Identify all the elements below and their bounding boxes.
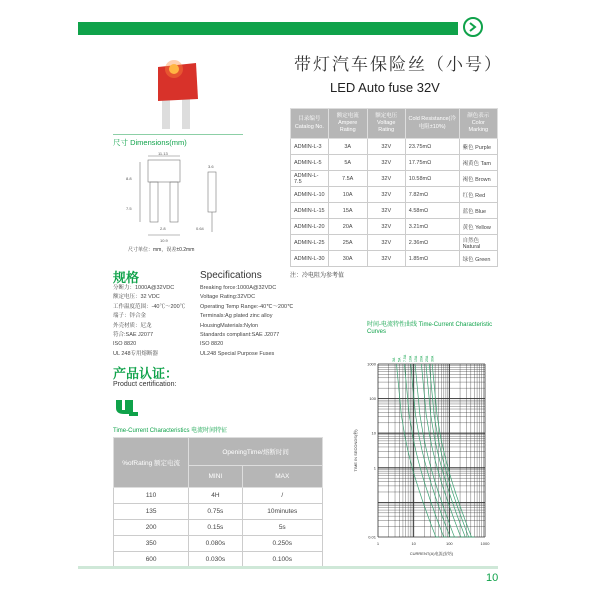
table-cell: 0.250s — [242, 536, 323, 552]
table-cell: ADMIN-L-30 — [291, 251, 329, 267]
catalog-table — [290, 108, 498, 267]
table-cell: ADMIN-L-25 — [291, 235, 329, 251]
table-cell: 7.5A — [328, 171, 367, 187]
spec-item: 外壳材质：尼龙 — [113, 322, 152, 329]
curve-label: 5A — [397, 357, 402, 362]
y-axis-label: TIME IN SECONDS(秒) — [353, 429, 358, 472]
dimension-drawing — [120, 150, 250, 245]
x-tick-label: 1000 — [480, 541, 490, 546]
specs-heading-en: Specifications — [200, 270, 262, 281]
col-header: MAX — [242, 466, 323, 488]
curve-label: 20A — [419, 355, 424, 362]
page-subtitle: LED Auto fuse 32V — [330, 80, 440, 95]
table-cell: 32V — [367, 139, 405, 155]
table-row — [114, 520, 323, 536]
table-cell: 30A — [328, 251, 367, 267]
col-header: 额定电流 Ampere Rating — [328, 109, 367, 139]
spec-item: UL 248专用熔断器 — [113, 350, 159, 357]
spec-item: Voltage Rating:32VDC — [200, 294, 256, 301]
y-tick-label: 100 — [369, 396, 376, 402]
table-note: 注：冷电阻为参考值 — [290, 273, 345, 279]
curve-label: 25A — [425, 355, 429, 362]
table-cell: ADMIN-L-20 — [291, 219, 329, 235]
curve-15A — [421, 364, 464, 537]
col-header: 额定电压 Voltage Rating — [367, 109, 405, 139]
x-tick-label: 10 — [411, 541, 416, 546]
x-axis-label: CURRENT(A)电流(安培) — [409, 551, 454, 556]
table-cell: 蓝色 Blue — [459, 203, 497, 219]
x-tick-label: 1 — [376, 541, 380, 546]
table-cell: 350 — [114, 536, 189, 552]
catalog-section — [290, 108, 498, 279]
spec-item: 符合:SAE J2077 — [113, 332, 154, 339]
table-cell: 32V — [367, 155, 405, 171]
table-cell: 褐色 Brown — [459, 171, 497, 187]
table-cell: 自然色Natural — [459, 235, 497, 251]
table-cell: 0.080s — [189, 536, 242, 552]
col-header: Cold Resistance(冷电阻±10%) — [405, 109, 459, 139]
table-cell: 15A — [328, 203, 367, 219]
table-row — [291, 251, 498, 267]
spec-item: Operating Temp Range:-40℃～200℃ — [200, 303, 294, 310]
table-cell: 135 — [114, 504, 189, 520]
dimensions-note: 尺寸单位：mm，误差±0.2mm — [128, 247, 195, 253]
page-number: 10 — [486, 572, 499, 584]
table-cell: 红色 Red — [459, 187, 497, 203]
dim-label: 0.64 — [196, 226, 204, 231]
dim-label: 3.6 — [208, 164, 214, 169]
table-row — [114, 504, 323, 520]
col-header: OpeningTime/熔断时间 — [189, 438, 323, 466]
table-cell: 600 — [114, 552, 189, 568]
time-current-heading: Time-Current Characteristics 电流时间特征 — [113, 428, 228, 434]
time-current-table — [113, 437, 323, 568]
curve-label: 15A — [414, 355, 418, 362]
table-cell: 0.15s — [189, 520, 242, 536]
table-cell: 10minutes — [242, 504, 323, 520]
spec-item: ISO 8820 — [113, 341, 137, 348]
table-row — [114, 488, 323, 504]
table-row — [291, 219, 498, 235]
table-cell: 0.030s — [189, 552, 242, 568]
table-cell: 褐黄色 Tam — [459, 155, 497, 171]
table-cell: 5s — [242, 520, 323, 536]
divider — [113, 134, 243, 135]
footer-line — [78, 566, 498, 569]
curve-label: 7.5A — [403, 354, 407, 362]
table-cell: 0.100s — [242, 552, 323, 568]
table-cell: 32V — [367, 203, 405, 219]
dim-label: 8.8 — [126, 176, 132, 181]
table-cell: 32V — [367, 219, 405, 235]
led-fuse-image — [150, 55, 205, 130]
table-cell: 20A — [328, 219, 367, 235]
spec-item: 工作温度范围：-40℃～200℃ — [113, 303, 186, 310]
table-row — [291, 203, 498, 219]
time-current-chart — [345, 340, 495, 562]
y-tick-label: 0.01 — [368, 534, 376, 540]
table-row — [291, 139, 498, 155]
col-header: 目录编号 Catalog No. — [291, 109, 329, 139]
table-cell: ADMIN-L-15 — [291, 203, 329, 219]
table-row — [291, 171, 498, 187]
curve-25A — [429, 364, 472, 537]
spec-item: ISO 8820 — [200, 341, 224, 348]
spec-item: 分断力：1000A@32VDC — [113, 285, 175, 291]
table-cell: 10.58mΩ — [405, 171, 459, 187]
table-cell: 110 — [114, 488, 189, 504]
table-cell: 5A — [328, 155, 367, 171]
table-cell: 32V — [367, 251, 405, 267]
spec-item: 端子：锌合金 — [113, 313, 147, 320]
spec-item: Breaking force:1000A@32VDC — [200, 285, 277, 291]
table-cell: 7.82mΩ — [405, 187, 459, 203]
y-tick-label: 1000 — [367, 361, 376, 367]
curve-label: 3A — [392, 357, 396, 362]
curve-label: 10A — [408, 355, 413, 362]
x-tick-label: 100 — [445, 541, 453, 546]
spec-item: UL248 Special Purpose Fuses — [200, 350, 275, 357]
col-header: 颜色表示 Color Marking — [459, 109, 497, 139]
table-row — [291, 155, 498, 171]
dim-label: 7.5 — [126, 206, 132, 211]
specs-list-cn — [113, 284, 197, 359]
dim-label: 10.9 — [160, 238, 168, 243]
col-header: MINI — [189, 466, 242, 488]
y-tick-label: 10 — [371, 430, 376, 436]
table-row — [291, 187, 498, 203]
dim-label: 2.8 — [160, 226, 166, 231]
table-cell: 32V — [367, 187, 405, 203]
y-tick-label: 1 — [373, 465, 376, 471]
table-cell: 0.75s — [189, 504, 242, 520]
table-row — [114, 536, 323, 552]
table-cell: 23.75mΩ — [405, 139, 459, 155]
table-cell: 25A — [328, 235, 367, 251]
table-cell: 17.75mΩ — [405, 155, 459, 171]
table-cell: 32V — [367, 171, 405, 187]
curve-label: 30A — [430, 355, 435, 362]
table-cell: 4H — [189, 488, 242, 504]
specs-list-en — [200, 284, 293, 359]
table-cell: 2.36mΩ — [405, 235, 459, 251]
spec-item: Terminals:Ag plated zinc alloy — [200, 313, 273, 320]
specs-heading-cn: 规格 — [113, 270, 140, 285]
dim-label: 11.13 — [158, 151, 168, 156]
table-row — [291, 235, 498, 251]
table-cell: 200 — [114, 520, 189, 536]
table-cell: 3A — [328, 139, 367, 155]
table-cell: 紫色 Purple — [459, 139, 497, 155]
chart-title: 时间-电流特性曲线 Time-Current Characteristic Curves — [367, 322, 493, 335]
table-cell: 32V — [367, 235, 405, 251]
table-cell: 3.21mΩ — [405, 219, 459, 235]
table-cell: 4.58mΩ — [405, 203, 459, 219]
spec-item: HousingMaterials:Nylon — [200, 322, 259, 329]
table-cell: 绿色 Green — [459, 251, 497, 267]
spec-item: 额定电压：32 VDC — [113, 294, 160, 301]
col-header: %ofRating 额定电流 — [114, 438, 189, 488]
certification-heading-cn: 产品认证： — [113, 366, 179, 381]
ul-logo-icon — [115, 398, 139, 418]
page-title: 带灯汽车保险丝（小号） — [294, 55, 503, 74]
table-cell: ADMIN-L-7.5 — [291, 171, 329, 187]
table-cell: ADMIN-L-10 — [291, 187, 329, 203]
table-cell: 10A — [328, 187, 367, 203]
brand-logo-icon — [462, 16, 484, 38]
table-cell: ADMIN-L-5 — [291, 155, 329, 171]
spec-item: Standards compliant:SAE J2077 — [200, 332, 280, 339]
table-cell: ADMIN-L-3 — [291, 139, 329, 155]
dimensions-heading: 尺寸 Dimensions(mm) — [113, 138, 187, 147]
table-cell: / — [242, 488, 323, 504]
header-bar — [78, 22, 458, 35]
certification-heading-en: Product certification: — [113, 381, 177, 388]
table-cell: 黄色 Yellow — [459, 219, 497, 235]
table-cell: 1.85mΩ — [405, 251, 459, 267]
